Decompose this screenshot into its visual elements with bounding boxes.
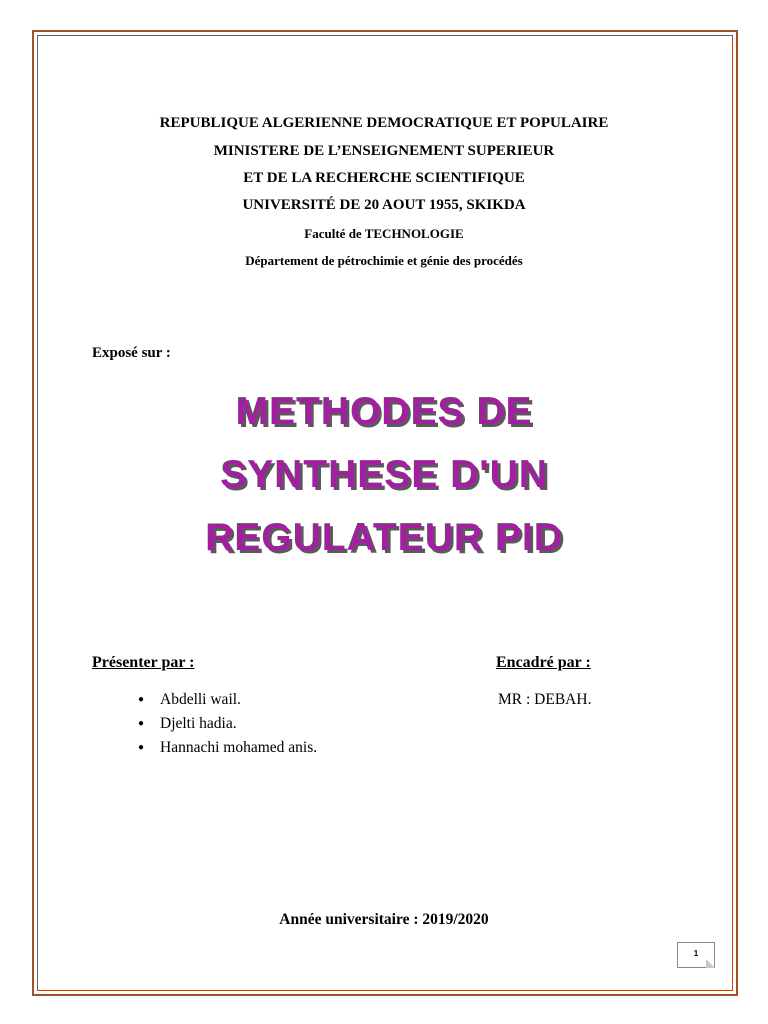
- title-line-3: REGULATEUR PID: [205, 516, 563, 559]
- ministry-name: MINISTERE DE L’ENSEIGNEMENT SUPERIEUR: [213, 143, 555, 159]
- bullet-icon: ●: [138, 742, 145, 753]
- list-item: [138, 712, 317, 736]
- university-name: UNIVERSITÉ DE 20 AOUT 1955, SKIKDA: [242, 197, 526, 213]
- presenters-list: [138, 688, 317, 760]
- list-item: [138, 688, 317, 712]
- page-number: 1: [693, 949, 699, 958]
- title-line-2: SYNTHESE D'UN: [220, 453, 548, 496]
- presenter-name: Hannachi mohamed anis.: [160, 739, 318, 756]
- presenter-name: Djelti hadia.: [160, 715, 237, 732]
- page-fold-icon: [706, 959, 715, 968]
- page-number-box: [677, 942, 715, 968]
- presenters-label: Présenter par :: [92, 654, 195, 671]
- country-name: REPUBLIQUE ALGERIENNE DEMOCRATIQUE ET POPULAIRE: [159, 115, 609, 131]
- expose-label: Exposé sur :: [92, 345, 171, 361]
- bullet-icon: ●: [138, 694, 145, 705]
- supervisor-name: MR : DEBAH.: [498, 691, 592, 708]
- presenter-name: Abdelli wail.: [160, 691, 241, 708]
- academic-year: Année universitaire : 2019/2020: [279, 911, 489, 928]
- title-line-1: METHODES DE: [235, 390, 533, 433]
- faculty-name: Faculté de TECHNOLOGIE: [304, 226, 464, 241]
- department-name: Département de pétrochimie et génie des procédés: [245, 253, 523, 268]
- bullet-icon: ●: [138, 718, 145, 729]
- list-item: [138, 736, 317, 760]
- supervisor-label: Encadré par :: [496, 654, 591, 671]
- ministry-name-continued: ET DE LA RECHERCHE SCIENTIFIQUE: [243, 170, 525, 186]
